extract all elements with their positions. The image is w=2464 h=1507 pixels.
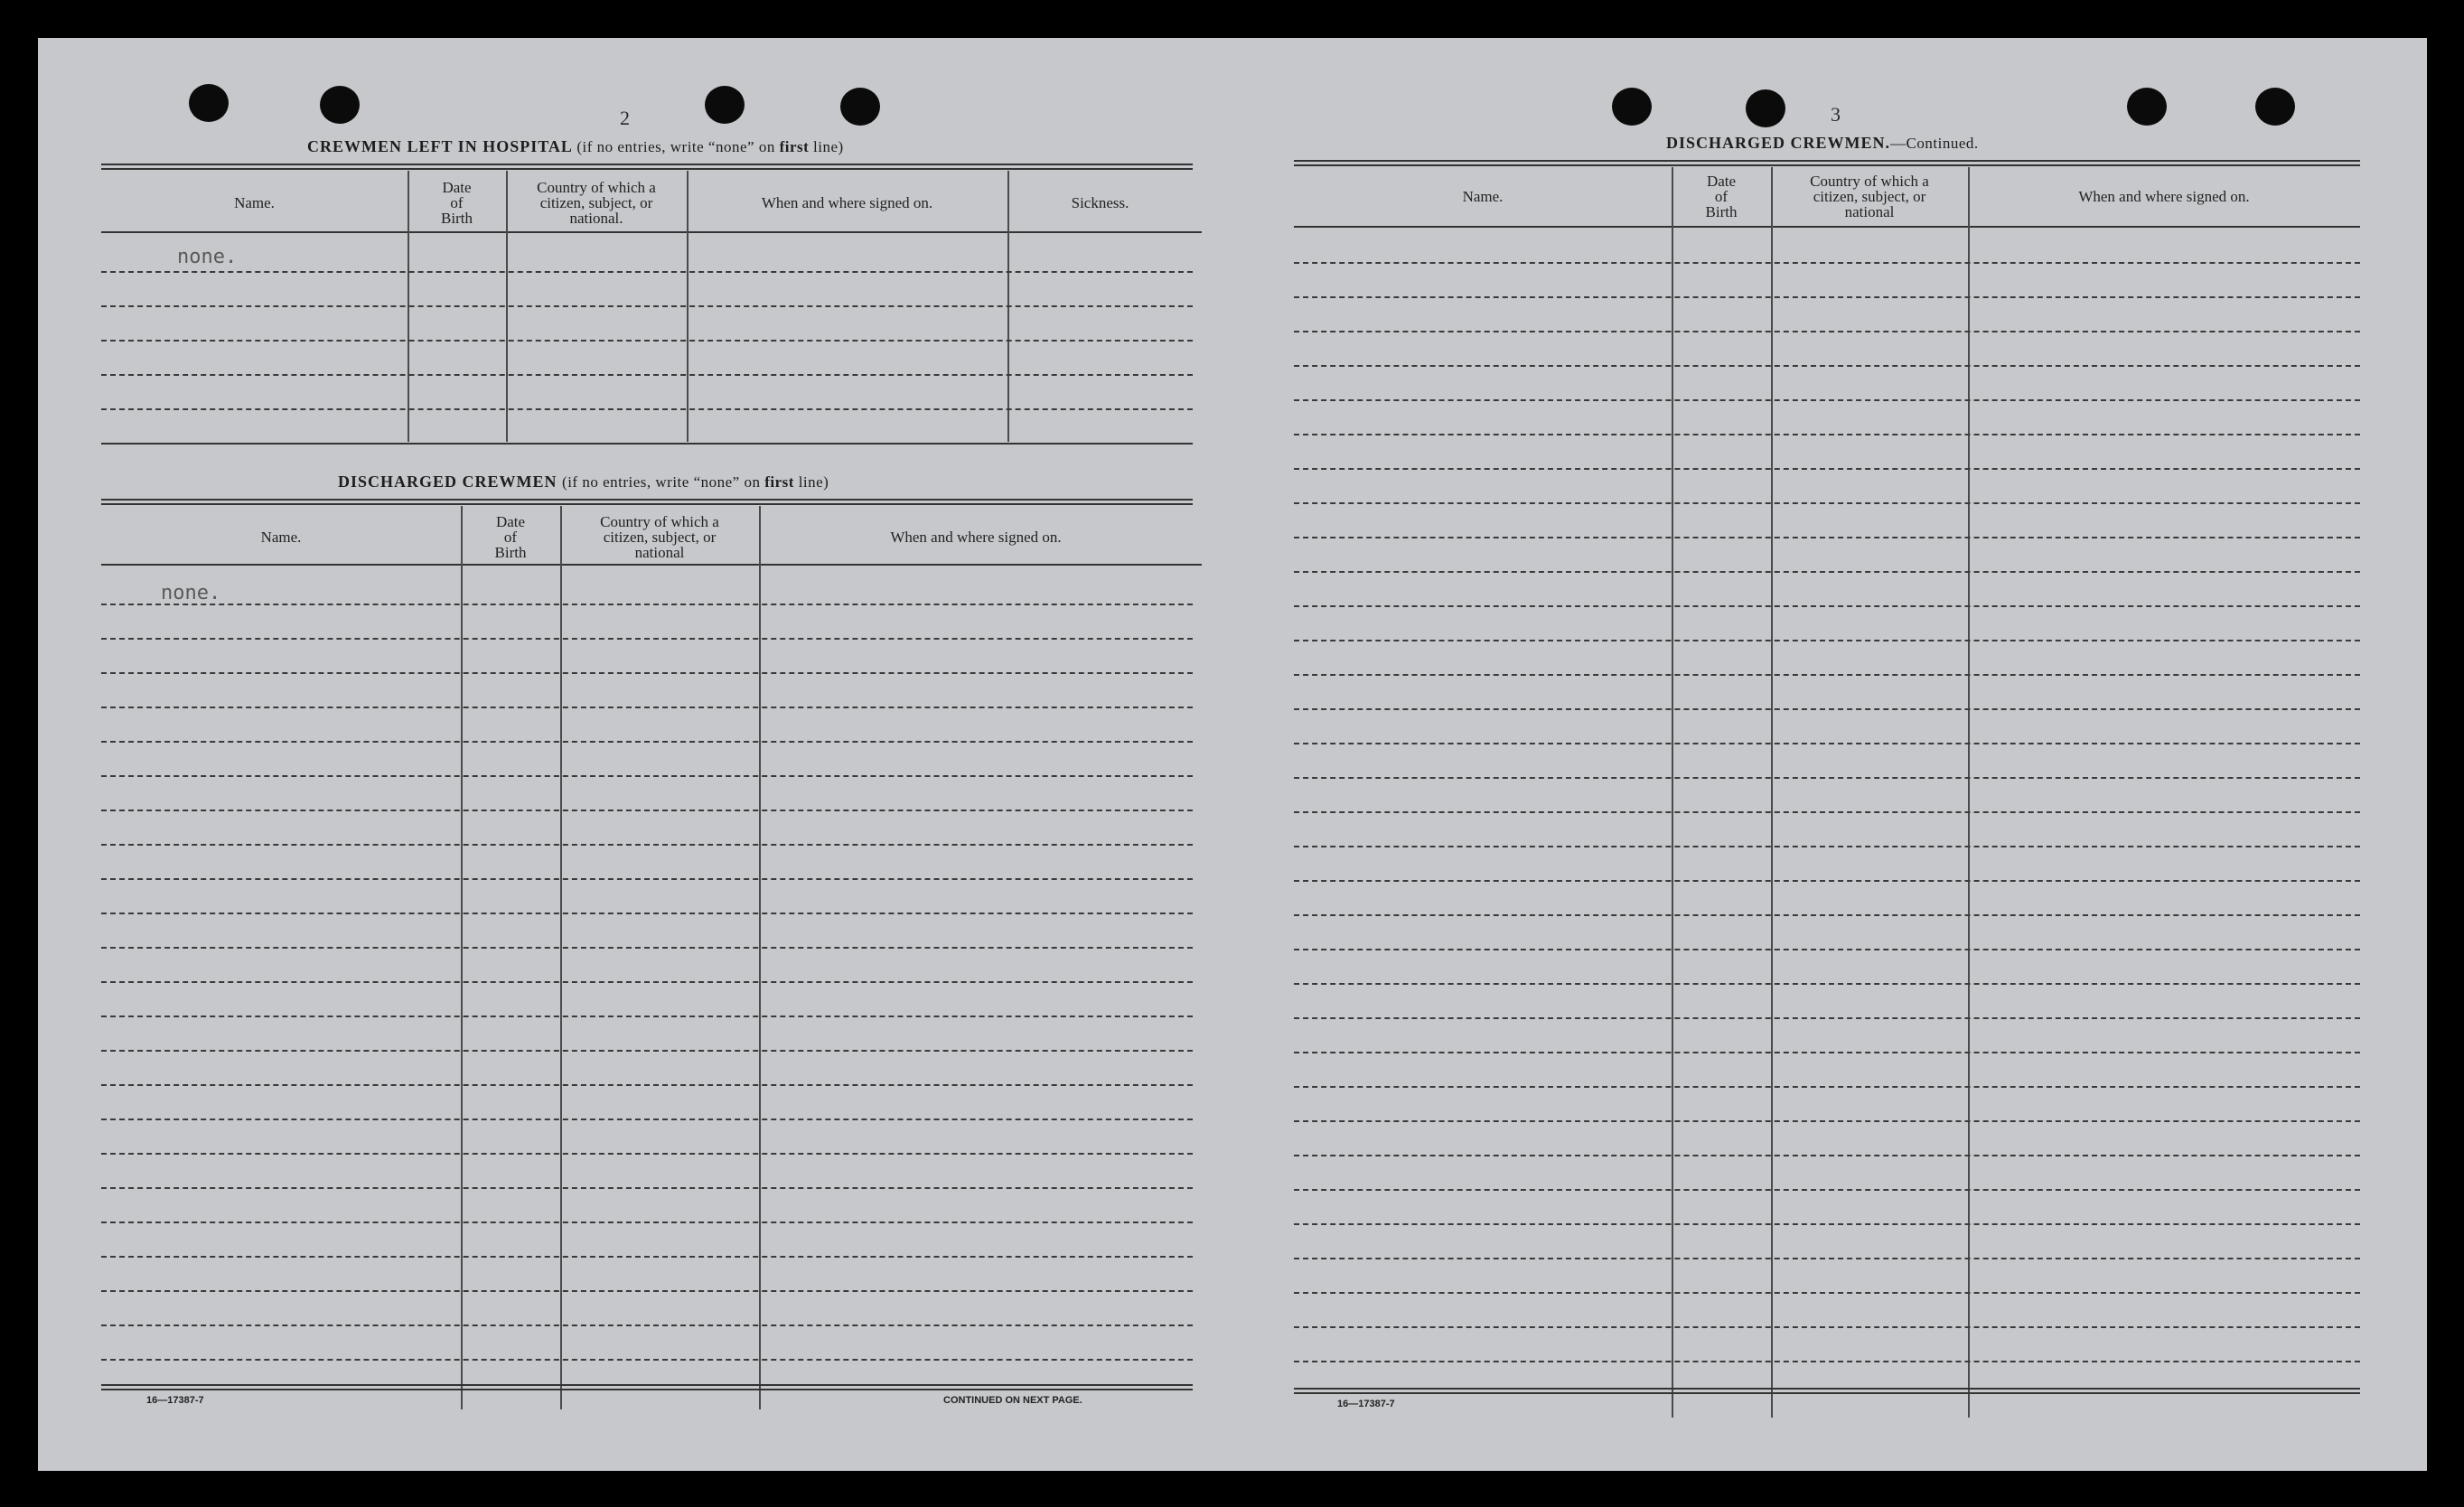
instruction-suffix: line) bbox=[793, 473, 829, 491]
typed-entry-none: none. bbox=[177, 246, 238, 268]
entry-line bbox=[101, 707, 1193, 708]
instruction-prefix: (if no entries, write “none” on bbox=[576, 138, 780, 155]
punch-hole-icon bbox=[1746, 89, 1785, 127]
punch-hole-icon bbox=[840, 88, 880, 126]
entry-line bbox=[1294, 1258, 2360, 1259]
entry-line bbox=[101, 810, 1193, 811]
entry-line bbox=[101, 947, 1193, 949]
right-section-title bbox=[1666, 134, 1979, 153]
entry-line bbox=[1294, 880, 2360, 882]
right-title-text: DISCHARGED CREWMEN. bbox=[1666, 134, 1891, 152]
right-col-divider bbox=[1672, 167, 1673, 1418]
punch-hole-icon bbox=[320, 86, 360, 124]
page-number: 2 bbox=[620, 107, 630, 129]
entry-line bbox=[101, 1359, 1193, 1361]
entry-line bbox=[1294, 296, 2360, 298]
entry-line bbox=[1294, 1189, 2360, 1191]
instruction-suffix: line) bbox=[809, 138, 844, 155]
discharged-header-rule bbox=[101, 564, 1202, 566]
entry-line bbox=[101, 408, 1193, 410]
entry-line bbox=[101, 1119, 1193, 1120]
entry-line bbox=[1294, 1223, 2360, 1225]
discharged-col-divider bbox=[461, 506, 463, 1409]
instruction-bold: first bbox=[779, 138, 810, 155]
entry-line bbox=[1294, 468, 2360, 470]
entry-line bbox=[1294, 365, 2360, 367]
punch-hole-icon bbox=[2127, 88, 2167, 126]
entry-line bbox=[101, 638, 1193, 640]
entry-line bbox=[101, 672, 1193, 674]
discharged-col-divider bbox=[759, 506, 761, 1409]
discharged-top-rule bbox=[101, 499, 1193, 505]
hospital-top-rule bbox=[101, 164, 1193, 170]
entry-line bbox=[1294, 777, 2360, 779]
entry-line bbox=[101, 741, 1193, 743]
col-header-date-of-birth: Date of Birth bbox=[441, 179, 473, 227]
manifest-sheet bbox=[38, 38, 2427, 1471]
col-header-sickness: Sickness. bbox=[1071, 194, 1129, 211]
col-header-country: Country of which a citizen, subject, or national bbox=[600, 513, 719, 561]
entry-line bbox=[1294, 605, 2360, 607]
entry-line bbox=[101, 1016, 1193, 1017]
entry-line bbox=[1294, 537, 2360, 538]
entry-line bbox=[1294, 1326, 2360, 1328]
entry-line bbox=[101, 1290, 1193, 1292]
entry-line bbox=[1294, 1052, 2360, 1053]
right-col-divider bbox=[1968, 167, 1970, 1418]
entry-line bbox=[1294, 434, 2360, 435]
discharged-col-divider bbox=[560, 506, 562, 1409]
entry-line bbox=[1294, 331, 2360, 332]
col-header-country: Country of which a citizen, subject, or national. bbox=[537, 179, 656, 227]
discharged-section-title bbox=[338, 473, 829, 491]
hospital-bottom-rule bbox=[101, 443, 1193, 445]
discharged-instruction bbox=[562, 473, 829, 491]
punch-hole-icon bbox=[705, 86, 745, 124]
right-bottom-rule bbox=[1294, 1388, 2360, 1394]
form-number: 16—17387-7 bbox=[1337, 1399, 1395, 1409]
entry-line bbox=[1294, 846, 2360, 847]
entry-line bbox=[101, 981, 1193, 983]
instruction-bold: first bbox=[764, 473, 794, 491]
entry-line bbox=[1294, 1017, 2360, 1019]
entry-line bbox=[1294, 1155, 2360, 1156]
entry-line bbox=[101, 1153, 1193, 1155]
form-number: 16—17387-7 bbox=[146, 1395, 204, 1406]
col-header-country: Country of which a citizen, subject, or national bbox=[1810, 173, 1929, 220]
entry-line bbox=[101, 374, 1193, 376]
hospital-instruction bbox=[576, 138, 843, 155]
col-header-signed-on: When and where signed on. bbox=[890, 529, 1062, 546]
entry-line bbox=[101, 604, 1193, 605]
page-number: 3 bbox=[1831, 103, 1841, 126]
discharged-title-text: DISCHARGED CREWMEN bbox=[338, 473, 557, 491]
discharged-bottom-rule bbox=[101, 1384, 1193, 1390]
hospital-section-title bbox=[307, 137, 844, 156]
entry-line bbox=[101, 844, 1193, 846]
entry-line bbox=[1294, 708, 2360, 710]
entry-line bbox=[101, 1324, 1193, 1326]
typed-entry-none: none. bbox=[161, 582, 221, 604]
entry-line bbox=[1294, 399, 2360, 401]
entry-line bbox=[1294, 1120, 2360, 1122]
entry-line bbox=[101, 775, 1193, 777]
col-header-signed-on: When and where signed on. bbox=[761, 194, 933, 211]
entry-line bbox=[101, 305, 1193, 307]
entry-line bbox=[1294, 1361, 2360, 1362]
entry-line bbox=[1294, 502, 2360, 504]
entry-line bbox=[1294, 262, 2360, 264]
entry-line bbox=[1294, 811, 2360, 813]
right-title-suffix: —Continued. bbox=[1890, 135, 1979, 152]
entry-line bbox=[1294, 571, 2360, 573]
entry-line bbox=[101, 1256, 1193, 1258]
entry-line bbox=[1294, 1086, 2360, 1088]
entry-line bbox=[1294, 743, 2360, 744]
entry-line bbox=[1294, 1292, 2360, 1294]
right-top-rule bbox=[1294, 160, 2360, 166]
instruction-prefix: (if no entries, write “none” on bbox=[562, 473, 765, 491]
right-header-rule bbox=[1294, 226, 2360, 228]
col-header-name: Name. bbox=[1462, 188, 1504, 205]
col-header-signed-on: When and where signed on. bbox=[2078, 188, 2250, 205]
punch-hole-icon bbox=[2255, 88, 2295, 126]
col-header-date-of-birth: Date of Birth bbox=[1705, 173, 1738, 220]
entry-line bbox=[101, 1222, 1193, 1223]
entry-line bbox=[101, 878, 1193, 880]
col-header-date-of-birth: Date of Birth bbox=[494, 513, 527, 561]
entry-line bbox=[1294, 640, 2360, 641]
entry-line bbox=[101, 1050, 1193, 1052]
col-header-name: Name. bbox=[234, 194, 275, 211]
col-header-name: Name. bbox=[260, 529, 302, 546]
entry-line bbox=[101, 1187, 1193, 1189]
continued-note: CONTINUED ON NEXT PAGE. bbox=[943, 1395, 1082, 1406]
right-col-divider bbox=[1771, 167, 1773, 1418]
entry-line bbox=[1294, 983, 2360, 985]
hospital-title-text: CREWMEN LEFT IN HOSPITAL bbox=[307, 137, 572, 155]
entry-line bbox=[101, 1084, 1193, 1086]
entry-line bbox=[101, 271, 1193, 273]
punch-hole-icon bbox=[1612, 88, 1652, 126]
entry-line bbox=[1294, 949, 2360, 950]
punch-hole-icon bbox=[189, 84, 229, 122]
entry-line bbox=[101, 340, 1193, 342]
entry-line bbox=[1294, 674, 2360, 676]
hospital-header-rule bbox=[101, 231, 1202, 233]
entry-line bbox=[101, 913, 1193, 914]
entry-line bbox=[1294, 914, 2360, 916]
